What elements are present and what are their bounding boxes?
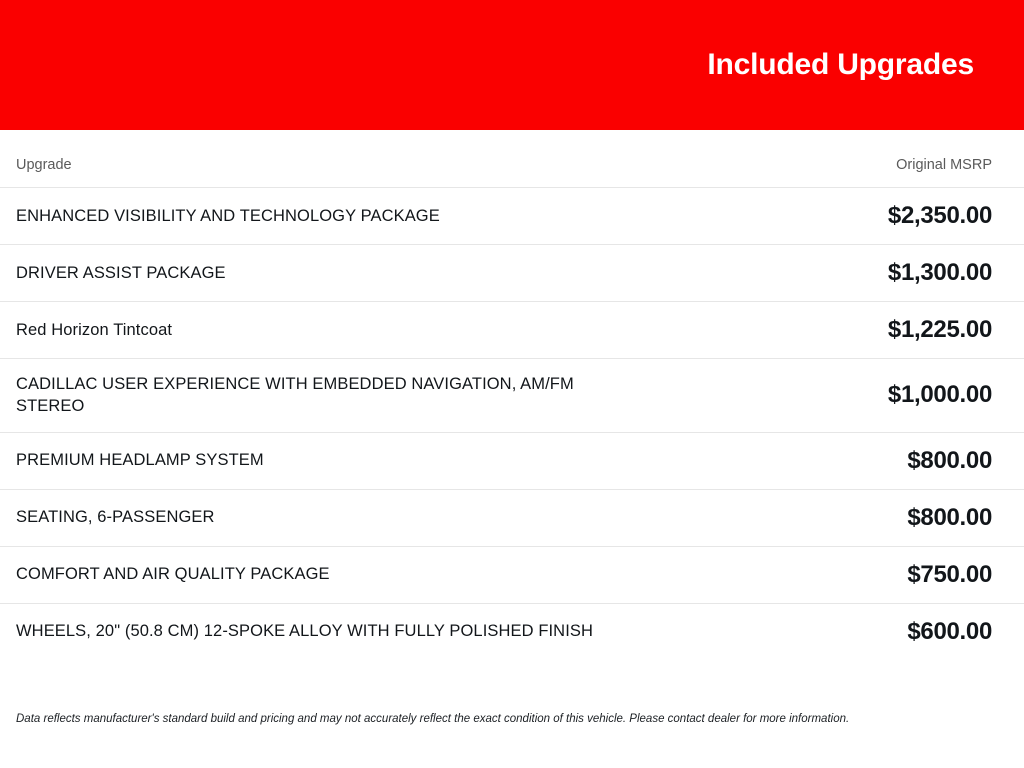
column-header-original-msrp: Original MSRP xyxy=(896,157,992,173)
upgrade-price: $800.00 xyxy=(907,503,992,531)
upgrade-price: $1,300.00 xyxy=(887,259,992,286)
table-header xyxy=(0,130,1024,188)
upgrade-name: PREMIUM HEADLAMP SYSTEM xyxy=(16,451,264,470)
upgrades-table xyxy=(0,130,1024,660)
table-row xyxy=(0,302,1024,359)
upgrade-name: CADILLAC USER EXPERIENCE WITH EMBEDDED NAVIGATION, AM/FM STEREO xyxy=(16,375,574,416)
column-header-upgrade: Upgrade xyxy=(16,157,72,173)
table-row xyxy=(0,432,1024,489)
table-row xyxy=(0,489,1024,546)
table-body xyxy=(0,188,1024,660)
table-row xyxy=(0,245,1024,302)
upgrade-price: $600.00 xyxy=(907,617,992,645)
table-row xyxy=(0,188,1024,245)
upgrade-price: $800.00 xyxy=(907,446,992,474)
upgrades-table-container xyxy=(0,130,1024,660)
upgrade-price: $1,225.00 xyxy=(887,316,992,343)
table-header-row xyxy=(0,130,1024,188)
upgrade-price: $1,000.00 xyxy=(887,381,992,409)
upgrade-name: ENHANCED VISIBILITY AND TECHNOLOGY PACKAGE xyxy=(16,206,440,225)
page-header-banner xyxy=(0,0,1024,130)
upgrade-name: Red Horizon Tintcoat xyxy=(16,320,173,339)
table-row xyxy=(0,546,1024,603)
upgrade-name: COMFORT AND AIR QUALITY PACKAGE xyxy=(16,565,330,584)
upgrade-price: $2,350.00 xyxy=(887,202,992,229)
disclaimer-footnote: Data reflects manufacturer's standard build and pricing and may not accurately reflect the exact condition of this vehicle. Please contact dealer for more information. xyxy=(16,713,850,725)
page-title: Included Upgrades xyxy=(707,48,974,81)
table-row xyxy=(0,359,1024,433)
table-row xyxy=(0,603,1024,660)
upgrade-price: $750.00 xyxy=(907,560,992,588)
upgrade-name: DRIVER ASSIST PACKAGE xyxy=(16,263,226,282)
upgrade-name: SEATING, 6-PASSENGER xyxy=(16,508,215,527)
upgrade-name: WHEELS, 20" (50.8 CM) 12-SPOKE ALLOY WITH FULLY POLISHED FINISH xyxy=(16,622,593,641)
